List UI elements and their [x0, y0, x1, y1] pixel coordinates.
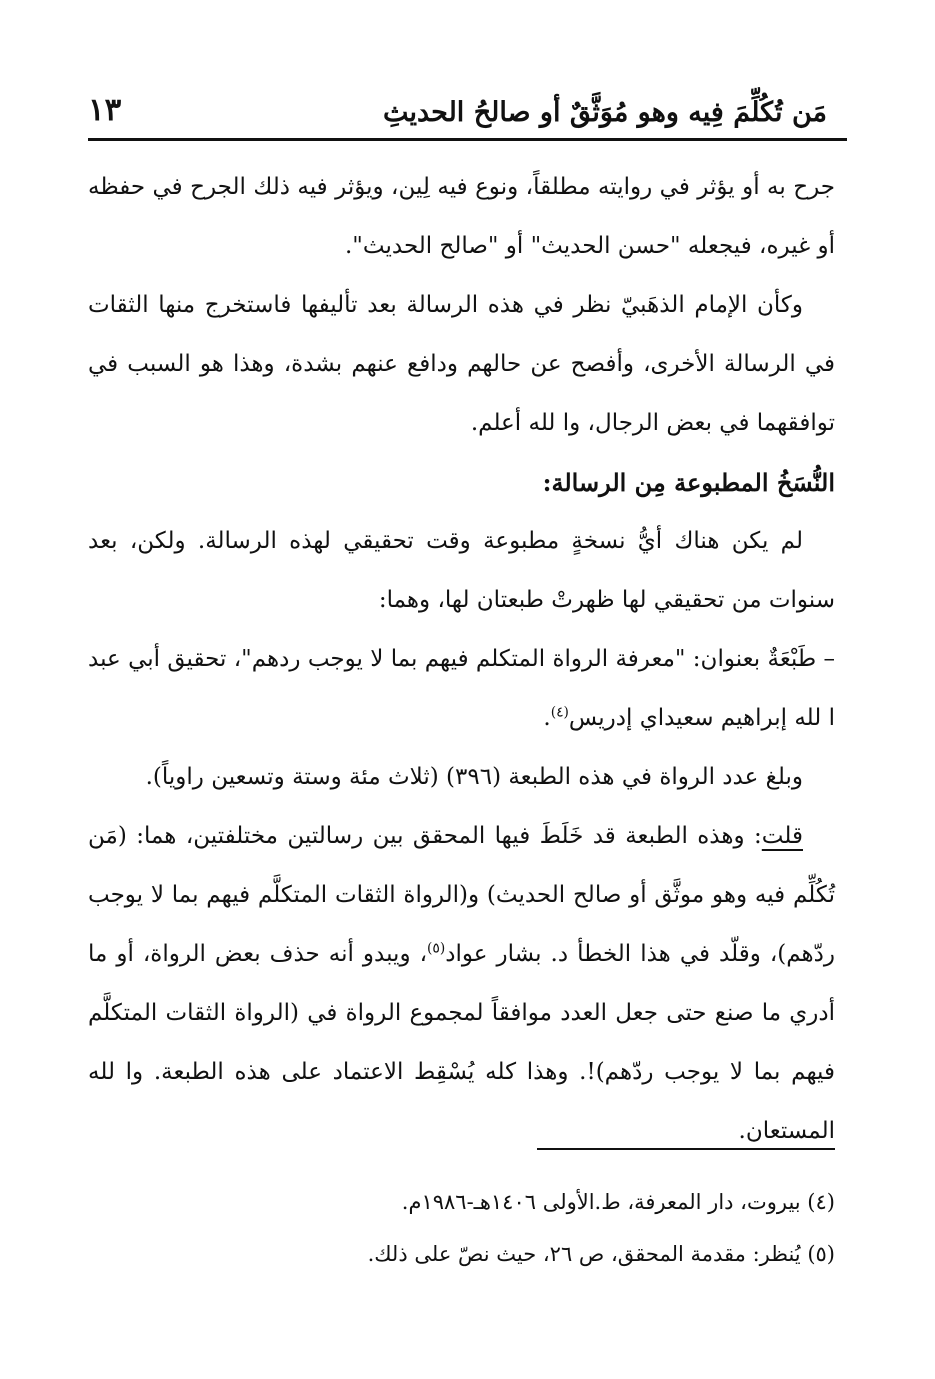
running-title: مَن تُكُلِّمَ فِيه وهو مُوَثَّقٌ أو صالحُ الحديثِ	[382, 97, 827, 128]
paragraph-dhahabi: وكأن الإمام الذهَبيّ نظر في هذه الرسالة بعد تأليفها فاستخرج منها الثقات في الرسالة الأخرى، وأفصح عن حالهم ودافع عنهم بشدة، وهذا هو السبب في توافقهما في بعض الرجال، وا لله أعلم.	[88, 292, 835, 436]
paragraph-comment	[88, 807, 835, 1161]
running-header	[88, 84, 827, 128]
paragraph-edition-item	[88, 630, 835, 748]
footnote-4: (٤) بيروت، دار المعرفة، ط.الأولى ١٤٠٦هـ-١٩٨٦م.	[401, 1190, 835, 1214]
section-heading: النُّسَخُ المطبوعة مِن الرسالة:	[542, 468, 835, 497]
header-rule	[88, 138, 847, 141]
paragraph-no-copies: لم يكن هناك أيُّ نسخةٍ مطبوعة وقت تحقيقي لهذه الرسالة. ولكن، بعد سنوات من تحقيقي لها ظهرتْ طبعتان لها، وهما:	[88, 528, 835, 613]
paragraph-narrator-count: وبلغ عدد الرواة في هذه الطبعة (٣٩٦) (ثلاث مئة وستة وتسعين راوياً).	[145, 764, 803, 790]
footnote-rule	[537, 1148, 835, 1150]
edition-end: .	[543, 705, 551, 731]
comment-label: قلت	[761, 823, 803, 849]
footnotes	[88, 1176, 835, 1280]
footnote-ref-4[interactable]: (٤)	[550, 704, 569, 721]
comment-text-a: : وهذه الطبعة قد خَلَطَ فيها المحقق بين رسالتين مختلفتين، هما: (مَن تُكُلِّم فيه وهو موثَّق أو صالح الحديث) و(الرواة الثقات المتكلَّم فيهم بما لا يوجب ردّهم)، وقلّد في هذا الخطأ د. بشار عواد	[88, 823, 835, 967]
edition-text: – طَبْعَةٌ بعنوان: "معرفة الرواة المتكلم فيهم بما لا يوجب ردهم"، تحقيق أبي عبد ا لله إبراهيم سعيداي إدريس	[88, 646, 835, 731]
page-number: ١٣	[88, 92, 122, 128]
main-text	[88, 158, 835, 1161]
paragraph-continuation: جرح به أو يؤثر في روايته مطلقاً، ونوع فيه لِين، ويؤثر فيه ذلك الجرح في حفظه أو غيره، فيجعله "حسن الحديث" أو "صالح الحديث".	[88, 174, 835, 259]
footnote-ref-5[interactable]: (٥)	[427, 940, 446, 957]
footnote-5: (٥) يُنظر: مقدمة المحقق، ص ٢٦، حيث نصّ على ذلك.	[367, 1242, 835, 1266]
comment-text-b: ، ويبدو أنه حذف بعض الرواة، أو ما أدري ما صنع حتى جعل العدد موافقاً لمجموع الرواة في (الرواة الثقات المتكلَّم فيهم بما لا يوجب ردّهم)!. وهذا كله يُسْقِط الاعتماد على هذه الطبعة. وا لله المستعان.	[88, 941, 835, 1144]
